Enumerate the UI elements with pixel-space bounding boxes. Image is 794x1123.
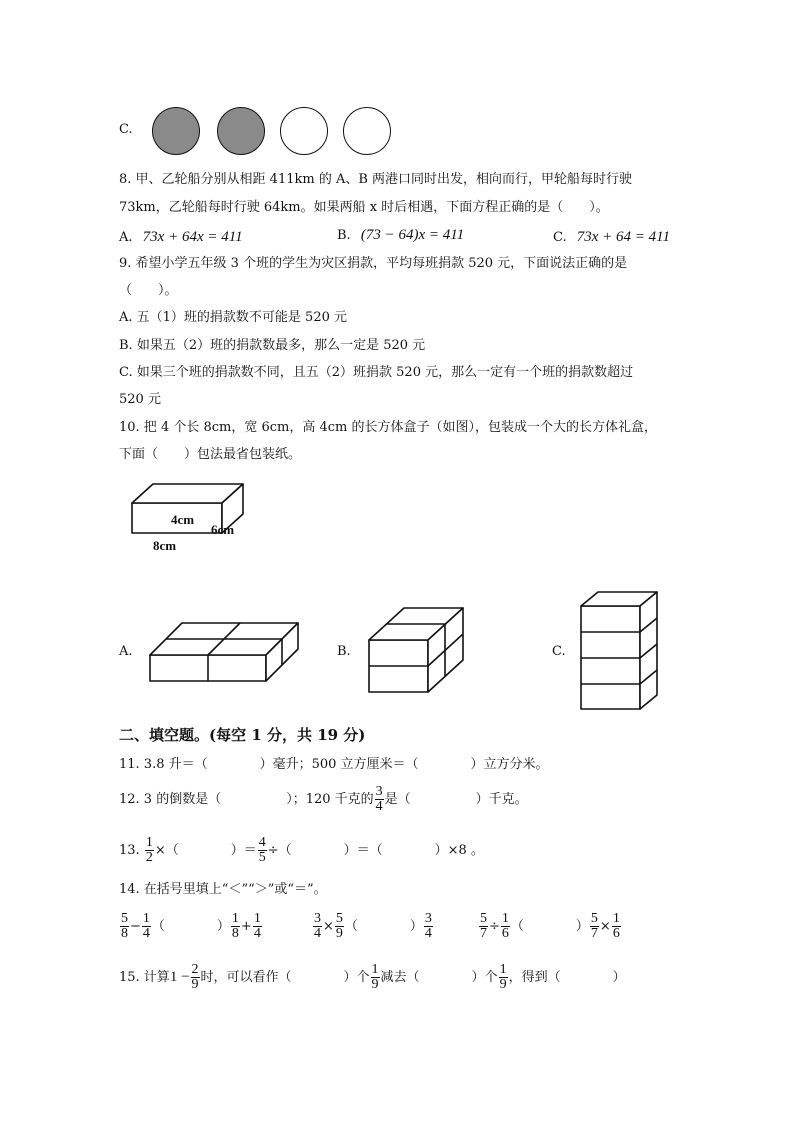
box-width-label: 6cm [211, 522, 235, 537]
fraction-numerator: 3 [424, 911, 432, 926]
q15-minus-expression: 1 − [169, 969, 190, 985]
fraction [371, 963, 380, 992]
fraction-numerator: 3 [375, 784, 383, 799]
q8-option-b [337, 226, 464, 245]
q14-expression-1 [119, 912, 263, 941]
fraction [424, 912, 433, 941]
fraction-denominator: 8 [121, 926, 128, 941]
fraction-denominator: 4 [424, 926, 432, 941]
fraction [142, 912, 151, 941]
fraction [120, 912, 129, 941]
fraction-numerator: 5 [590, 911, 598, 926]
fraction [335, 912, 344, 941]
fraction-numerator: 1 [501, 911, 509, 926]
q9-option-b: B. 如果五（2）班的捐款数最多，那么一定是 520 元 [119, 338, 426, 353]
answer-blank: （ ） [344, 919, 423, 934]
fraction-denominator: 8 [231, 926, 239, 941]
empty-circle [343, 107, 391, 155]
fraction-denominator: 7 [480, 926, 487, 941]
fraction-numerator: 1 [231, 911, 239, 926]
option-a-figure [144, 618, 309, 688]
q8-line2: 73km，乙轮船每时行驶 64km。如果两船 x 时后相遇，下面方程正确的是（ ）。 [119, 200, 609, 215]
q14-expression-2 [312, 912, 434, 941]
fraction [499, 963, 508, 992]
fraction-numerator: 1 [612, 911, 620, 926]
q13-part1: ×（ ）＝ [154, 843, 257, 858]
fraction-denominator: 2 [145, 850, 153, 865]
fraction-denominator: 9 [371, 977, 379, 992]
q9-line1: 9. 希望小学五年级 3 个班的学生为灾区捐款，平均每班捐款 520 元，下面说法正确的是 [119, 256, 628, 271]
q8-option-b-label: B. [337, 228, 351, 243]
fraction-numerator: 1 [371, 962, 379, 977]
fraction-numerator: 5 [335, 911, 343, 926]
q9-option-c-line1: C. 如果三个班的捐款数不同，且五（2）班捐款 520 元，那么一定有一个班的捐款数超过 [119, 365, 634, 380]
fraction-numerator: 1 [142, 911, 150, 926]
operator: × [323, 919, 334, 934]
q12-part1: 12. 3 的倒数是（ ）；120 千克的 [119, 792, 374, 807]
fraction [612, 912, 621, 941]
fraction [479, 912, 488, 941]
q8-line1: 8. 甲、乙轮船分别从相距 411km 的 A、B 两港口同时出发，相向而行，甲轮船每时行驶 [119, 172, 633, 187]
q13-part2: ÷（ ）＝（ ）×8 。 [267, 843, 484, 858]
fraction-numerator: 2 [191, 962, 199, 977]
q8-option-c-equation: 73x + 64 = 411 [576, 229, 671, 245]
q9-option-c-line2: 520 元 [119, 392, 161, 407]
q14-expression-3 [478, 912, 622, 941]
fraction [231, 912, 240, 941]
fraction-denominator: 4 [142, 926, 150, 941]
fraction-denominator: 6 [612, 926, 620, 941]
option-b-figure [364, 604, 469, 694]
fraction-numerator: 1 [499, 962, 507, 977]
q9-line2: （ ）。 [119, 283, 178, 298]
q10-line1: 10. 把 4 个长 8cm，宽 6cm，高 4cm 的长方体盒子（如图），包装成一个大的长方体礼盒， [119, 420, 658, 435]
q8-option-c-label: C. [553, 230, 567, 245]
q8-option-a-label: A. [119, 230, 133, 245]
fraction-denominator: 6 [501, 926, 509, 941]
fraction-denominator: 7 [590, 926, 598, 941]
operator: × [599, 919, 611, 934]
fraction [375, 785, 384, 814]
operator: − [130, 919, 141, 934]
q13-label: 13. [119, 843, 140, 858]
answer-blank: （ ） [510, 919, 589, 934]
fraction-numerator: 4 [258, 835, 266, 850]
empty-circle [280, 107, 328, 155]
q10-line2: 下面（ ）包法最省包装纸。 [119, 447, 302, 462]
fraction-denominator: 4 [314, 926, 321, 941]
operator: ÷ [489, 919, 500, 934]
q9-option-a: A. 五（1）班的捐款数不可能是 520 元 [119, 310, 348, 325]
fraction [258, 836, 267, 865]
fraction-denominator: 5 [258, 850, 266, 865]
q11-text: 11. 3.8 升＝（ ）毫升；500 立方厘米＝（ ）立方分米。 [119, 757, 549, 772]
q15 [119, 963, 626, 992]
fraction-numerator: 1 [253, 911, 261, 926]
fraction-numerator: 5 [480, 911, 487, 926]
q8-option-c [553, 228, 670, 247]
q10-option-c-label: C. [552, 644, 566, 659]
answer-blank: （ ） [151, 919, 230, 934]
q15-part3: 减去（ ）个 [380, 970, 498, 985]
fraction [590, 912, 599, 941]
fraction-numerator: 3 [314, 911, 321, 926]
q7-option-c-label: C. [119, 122, 133, 137]
fraction [191, 963, 200, 992]
q15-part2: 时，可以看作（ ）个 [200, 970, 370, 985]
q12-part2: 是（ ）千克。 [384, 792, 528, 807]
q15-part4: ，得到（ ） [508, 970, 626, 985]
box-length-label: 8cm [153, 538, 177, 553]
q8-option-b-equation: (73 − 64)x = 411 [360, 227, 465, 243]
fraction-denominator: 9 [335, 926, 343, 941]
operator: + [240, 919, 252, 934]
filled-circle [152, 107, 200, 155]
q15-part1: 15. 计算 [119, 970, 170, 985]
filled-circle [217, 107, 265, 155]
option-c-figure [578, 588, 663, 714]
fraction [313, 912, 322, 941]
q10-option-a-label: A. [119, 644, 133, 659]
fraction-denominator: 9 [499, 977, 507, 992]
fraction-numerator: 5 [121, 911, 128, 926]
q12 [119, 785, 528, 814]
q10-option-b-label: B. [337, 644, 351, 659]
section-2-title: 二、填空题。(每空 1 分，共 19 分) [119, 726, 366, 744]
q8-option-a-equation: 73x + 64x = 411 [142, 229, 243, 245]
q8-option-a [119, 228, 243, 247]
fraction-denominator: 4 [375, 799, 383, 814]
fraction [253, 912, 262, 941]
fraction [501, 912, 510, 941]
box-height-label: 4cm [171, 512, 195, 527]
q13 [119, 836, 484, 865]
fraction-numerator: 1 [145, 835, 153, 850]
fraction [145, 836, 154, 865]
fraction-denominator: 9 [191, 977, 199, 992]
fraction-denominator: 4 [253, 926, 261, 941]
q14-text: 14. 在括号里填上“＜”“＞”或“＝”。 [119, 882, 327, 897]
